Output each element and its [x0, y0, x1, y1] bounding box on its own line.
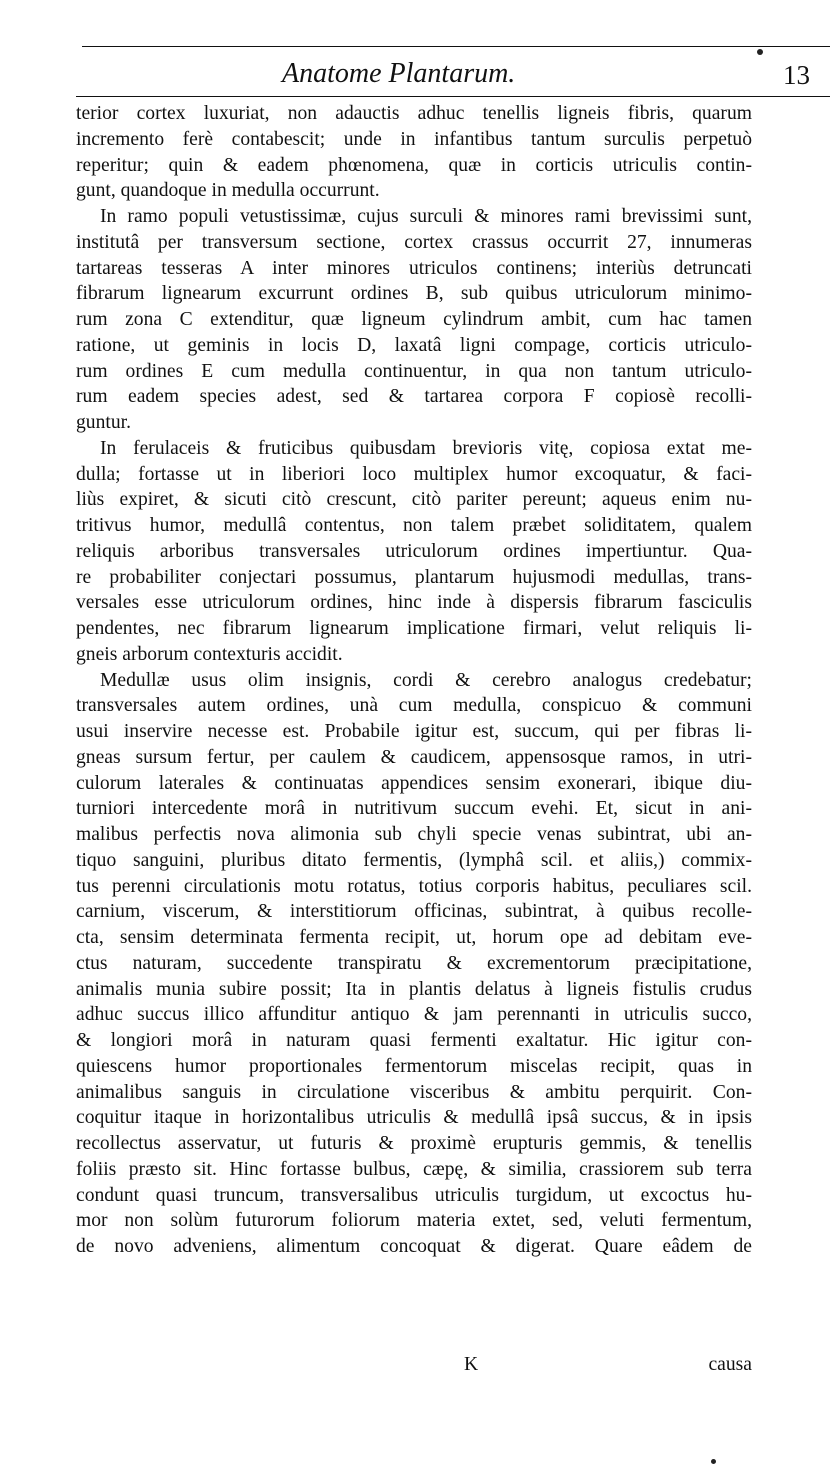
text-line: malibus perfectis nova alimonia sub chyli specie venas subintrat, ubi an- — [76, 824, 752, 845]
text-line: rum eadem species adest, sed & tartarea corpora F copiosè recolli- — [76, 386, 752, 408]
text-line: ratione, ut geminis in locis D, laxatâ ligni compage, corticis utriculo- — [76, 334, 752, 356]
text-line: tus perenni circulationis motu rotatus, totius corporis habitus, peculiares scil. — [76, 875, 752, 897]
text-line: animalis munia subire possit; Ita in plantis delatus à ligneis fistulis crudus — [76, 978, 752, 1000]
text-line: rum zona C extenditur, quæ ligneum cylindrum ambit, cum hac tamen — [76, 309, 752, 330]
text-line: carnium, viscerum, & interstitiorum officinas, subintrat, à quibus recolle- — [76, 901, 752, 923]
text-line: incremento ferè contabescit; unde in infantibus tantum surculis perpetuò — [76, 128, 752, 150]
text-line: tartareas tesseras A inter minores utriculos continens; interiùs detruncati — [76, 257, 752, 279]
page-footer — [76, 1352, 752, 1378]
text-line: liùs expiret, & sicuti citò crescunt, citò pariter pereunt; aqueus enim nu- — [76, 489, 752, 511]
text-line: gneis arborum contexturis accidit. — [76, 643, 343, 665]
text-line: gneas sursum fertur, per caulem & caudicem, appensosque ramos, in utri- — [76, 746, 752, 768]
text-line: pendentes, nec fibrarum lignearum implicatione firmari, velut reliquis li- — [76, 618, 752, 639]
running-head: Anatome Plantarum. — [282, 58, 516, 89]
text-line: & longiori morâ in naturam quasi fermenti exaltatur. Hic igitur con- — [76, 1030, 752, 1051]
text-line: re probabiliter conjectari possumus, plantarum hujusmodi medullas, trans- — [76, 566, 752, 588]
text-line: quiescens humor proportionales fermentorum miscelas recipit, quas in — [76, 1055, 752, 1077]
text-line: reliquis arboribus transversales utriculorum ordines impertiuntur. Qua- — [76, 540, 752, 562]
text-line: In ramo populi vetustissimæ, cujus surculi & minores rami brevissimi sunt, — [100, 206, 752, 227]
text-line: tiquo sanguini, pluribus ditato fermentis, (lymphâ scil. et aliis,) commix- — [76, 849, 752, 871]
text-line: cta, sensim determinata fermenta recipit, ut, horum ope ad debitam eve- — [76, 927, 752, 948]
text-line: mor non solùm futurorum foliorum materia extet, sed, veluti fermentum, — [76, 1210, 752, 1232]
signature-mark: K — [464, 1354, 479, 1375]
text-line: adhuc succus illico affunditur antiquo & jam perennanti in utriculis succo, — [76, 1004, 752, 1026]
text-line: guntur. — [76, 412, 131, 433]
text-line: institutâ per transversum sectione, cortex crassus occurrit 27, innumeras — [76, 231, 752, 253]
text-line: rum ordines E cum medulla continuentur, in qua non tantum utriculo- — [76, 360, 752, 382]
text-line: coquitur itaque in horizontalibus utriculis & medullâ ipsâ succus, & in ipsis — [76, 1107, 752, 1129]
text-line: culorum laterales & continuatas appendices sensim exonerari, ibique diu- — [76, 772, 752, 794]
text-line: foliis præsto sit. Hinc fortasse bulbus, cæpę, & similia, crassiorem sub terra — [76, 1158, 752, 1180]
text-line: gunt, quandoque in medulla occurrunt. — [76, 180, 380, 202]
text-line: de novo adveniens, alimentum concoquat & digerat. Quare eâdem de — [76, 1236, 752, 1257]
body-text — [76, 101, 752, 1260]
text-line: In ferulaceis & fruticibus quibusdam brevioris vitę, copiosa extat me- — [100, 437, 752, 459]
text-line: condunt quasi truncum, transversalibus utriculis turgidum, ut excoctus hu- — [76, 1184, 752, 1206]
text-line: Medullæ usus olim insignis, cordi & cerebro analogus credebatur; — [100, 669, 752, 691]
text-line: ctus naturam, succedente transpiratu & excrementorum præcipitatione, — [76, 952, 752, 974]
text-line: tritivus humor, medullâ contentus, non talem præbet soliditatem, qualem — [76, 515, 752, 536]
text-line: dulla; fortasse ut in liberiori loco multiplex humor excoquatur, & faci- — [76, 463, 752, 485]
ink-speck — [711, 1459, 716, 1464]
text-line: transversales autem ordines, unà cum medulla, conspicuo & communi — [76, 695, 752, 717]
text-line: reperitur; quin & eadem phœnomena, quæ in corticis utriculis contin- — [76, 154, 752, 176]
text-line: fibrarum lignearum excurrunt ordines B, sub quibus utriculorum minimo- — [76, 283, 752, 305]
text-line: recollectus asservatur, ut futuris & proximè erupturis gemmis, & tenellis — [76, 1133, 752, 1154]
header-top-rule — [82, 46, 830, 47]
text-line: versales esse utriculorum ordines, hinc inde à dispersis fibrarum fasciculis — [76, 592, 752, 614]
text-line: usui inservire necesse est. Probabile igitur est, succum, qui per fibras li- — [76, 721, 752, 742]
header-bottom-rule — [76, 96, 830, 97]
text-line: turniori intercedente morâ in nutritivum succum evehi. Et, sicut in ani- — [76, 798, 752, 820]
ink-speck — [757, 49, 763, 55]
catchword: causa — [708, 1354, 752, 1375]
page-number: 13 — [783, 60, 810, 90]
text-line: animalibus sanguis in circulatione visceribus & ambitu perquirit. Con- — [76, 1081, 752, 1103]
text-line: terior cortex luxuriat, non adauctis adhuc tenellis ligneis fibris, quarum — [76, 103, 752, 124]
